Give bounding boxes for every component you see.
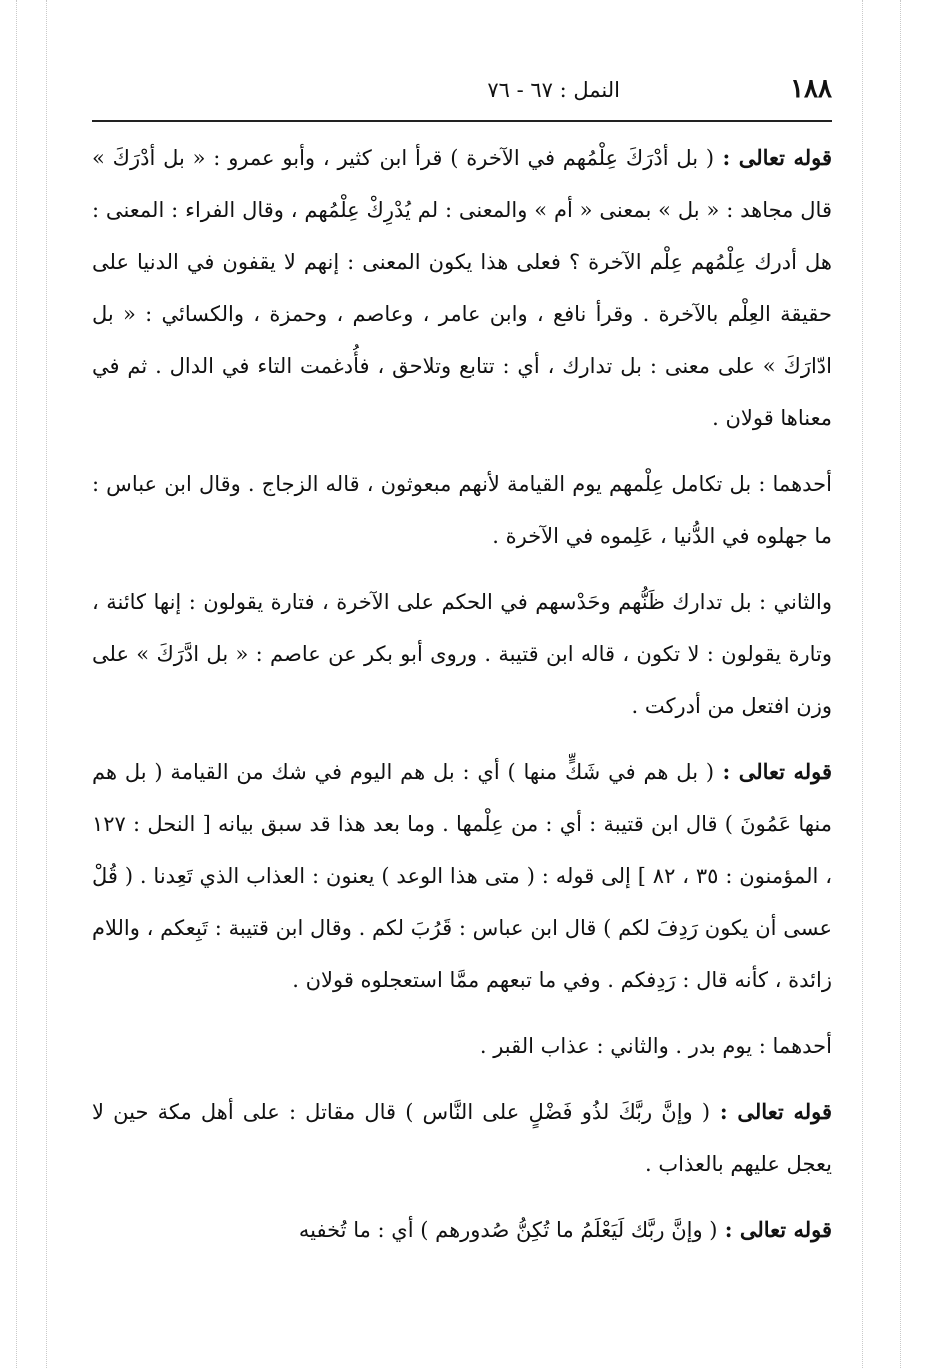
page-edge-right bbox=[900, 0, 901, 1368]
page-header bbox=[92, 74, 832, 114]
page-body bbox=[92, 132, 832, 1270]
header-rule bbox=[92, 120, 832, 122]
paragraph-text: ( وإنَّ ربَّك لَيَعْلَمُ ما تُكِنُّ صُدورهم ) أي : ما تُخفيه bbox=[298, 1218, 718, 1242]
running-head: النمل : ٦٧ - ٧٦ bbox=[487, 78, 620, 102]
page-number: ١٨٨ bbox=[790, 74, 832, 104]
book-page bbox=[92, 74, 833, 1242]
paragraph-text: ( بل أدْرَكَ عِلْمُهم في الآخرة ) قرأ ابن كثير ، وأبو عمرو : « بل أدْرَكَ » قال مجاهد : « بل » بمعنى « أم » والمعنى : لم يُدْرِكْ عِلْمُهم ، وقال الفراء : المعنى : هل أدرك عِلْمُهم عِلْم الآخرة ؟ فعلى هذا يكون المعنى : إنهم لا يقفون في الدنيا على حقيقة العِلْم بالآخرة . وقرأ نافع ، وابن عامر ، وعاصم ، وحمزة ، والكسائي : « بل ادّارَكَ » على معنى : بل تدارك ، أي : تتابع وتلاحق ، فأُدغمت التاء في الدال . ثم في معناها قولان . bbox=[92, 146, 832, 430]
paragraph-text: والثاني : بل تدارك ظَنُّهم وحَدْسهم في الحكم على الآخرة ، فتارة يقولون : إنها كائنة ، وتارة يقولون : لا تكون ، قاله ابن قتيبة . وروى أبو بكر عن عاصم : « بل ادَّرَكَ » على وزن افتعل من أدركت . bbox=[92, 590, 832, 718]
paragraph bbox=[92, 1204, 832, 1256]
paragraph-text: أحدهما : بل تكامل عِلْمهم يوم القيامة لأنهم مبعوثون ، قاله الزجاج . وقال ابن عباس : ما جهلوه في الدُّنيا ، عَلِموه في الآخرة . bbox=[92, 472, 832, 548]
page-edge-left-inner bbox=[46, 0, 47, 1368]
verse-lead: قوله تعالى : bbox=[710, 1099, 833, 1124]
paragraph bbox=[92, 746, 832, 1006]
page-edge-right-inner bbox=[862, 0, 863, 1368]
paragraph bbox=[92, 132, 832, 444]
paragraph bbox=[92, 576, 832, 732]
verse-lead: قوله تعالى : bbox=[717, 1217, 832, 1242]
page-edge-left bbox=[16, 0, 17, 1368]
paragraph-text: أحدهما : يوم بدر . والثاني : عذاب القبر . bbox=[479, 1034, 832, 1058]
paragraph bbox=[92, 1020, 832, 1072]
paragraph bbox=[92, 458, 832, 562]
paragraph-text: ( بل هم في شَكٍّ منها ) أي : بل هم اليوم في شك من القيامة ( بل هم منها عَمُونَ ) قال ابن قتيبة : أي : من عِلْمها . وما بعد هذا قد سبق بيانه [ النحل : ١٢٧ ، المؤمنون : ٣٥ ، ٨٢ ] إلى قوله : ( متى هذا الوعد ) يعنون : العذاب الذي تَعِدنا . ( قُلْ عسى أن يكون رَدِفَ لكم ) قال ابن عباس : قَرُبَ لكم . وقال ابن قتيبة : تَبِعكم ، واللام زائدة ، كأنه قال : رَدِفكم . وفي ما تبعهم ممَّا استعجلوه قولان . bbox=[92, 760, 832, 992]
paragraph-text: ( وإنَّ ربَّكَ لذُو فَضْلٍ على النَّاس ) قال مقاتل : على أهل مكة حين لا يعجل عليهم بالعذاب . bbox=[92, 1100, 832, 1176]
paragraph bbox=[92, 1086, 832, 1190]
verse-lead: قوله تعالى : bbox=[714, 759, 832, 784]
verse-lead: قوله تعالى : bbox=[714, 145, 832, 170]
